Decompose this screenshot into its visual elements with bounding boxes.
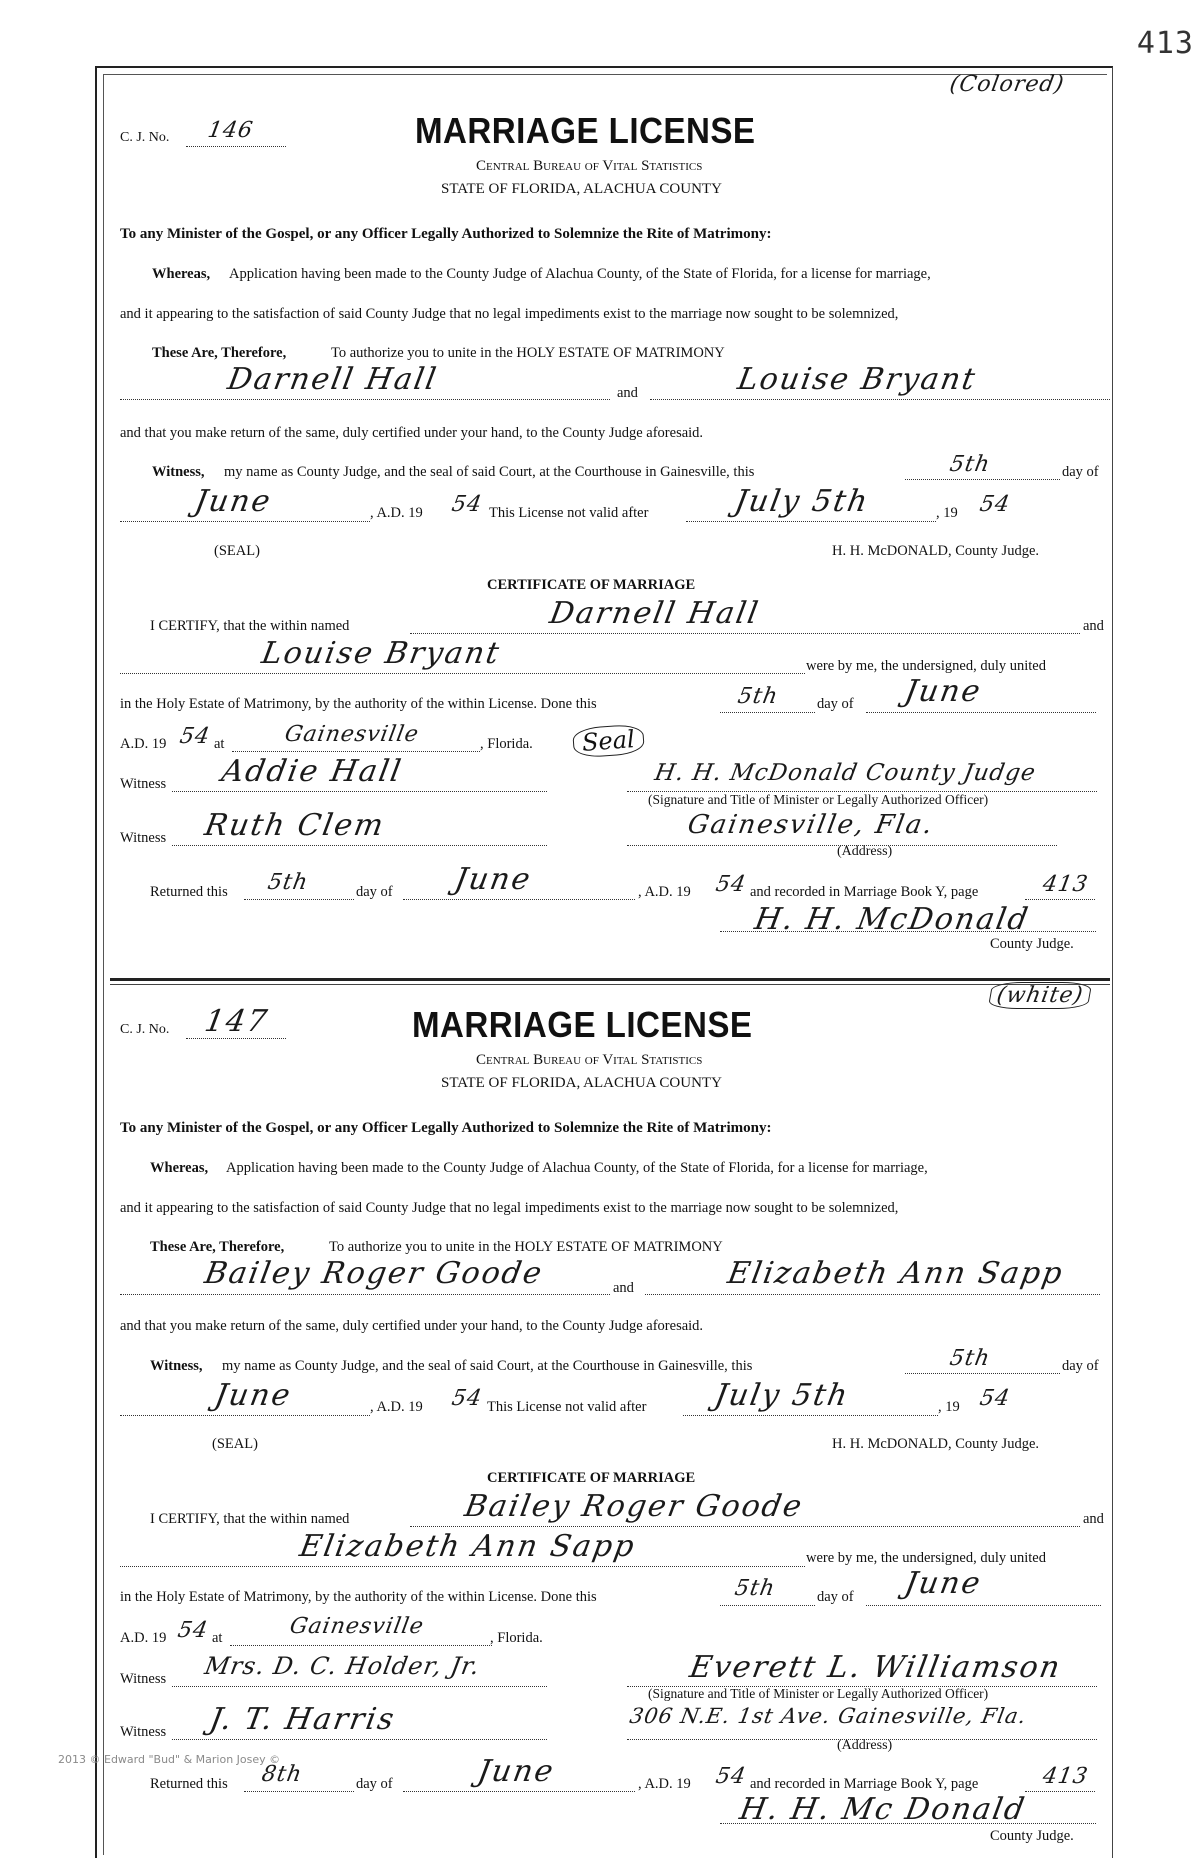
bureau-line: Central Bureau of Vital Statistics [476, 1052, 703, 1068]
done-day-line [720, 711, 815, 713]
return-text: and that you make return of the same, duly certified under your hand, to the County Judge aforesaid. [120, 425, 704, 441]
cert-bride: Elizabeth Ann Sapp [296, 1529, 639, 1564]
day-of: day of [1062, 1358, 1099, 1374]
done-month: June [901, 674, 985, 709]
state-line: STATE OF FLORIDA, ALACHUA COUNTY [441, 1075, 722, 1091]
witness-2-line [172, 1738, 547, 1740]
these-label: These Are, Therefore, [150, 1239, 285, 1255]
whereas-label: Whereas, [152, 266, 211, 282]
cj-line [186, 145, 286, 147]
recorded-text: and recorded in Marriage Book Y, page [750, 884, 979, 900]
cj-label: C. J. No. [120, 130, 170, 145]
returned-text: Returned this [150, 1776, 228, 1792]
done-month: June [901, 1566, 985, 1601]
ad-19-text: A.D. 19 [120, 736, 167, 752]
month: June [211, 1378, 295, 1413]
whereas-text: Application having been made to the County Judge of Alachua County, of the State of Florida, for a license for marriage, [226, 1160, 928, 1176]
copyright-watermark: 2013 © Edward "Bud" & Marion Josey © [58, 1753, 281, 1766]
race-note: (white) [988, 982, 1093, 1009]
were-by-text: were by me, the undersigned, duly united [806, 658, 1046, 674]
and-text-2: and [1083, 1511, 1104, 1527]
officer-address: Gainesville, Fla. [685, 810, 937, 840]
cert-title: CERTIFICATE OF MARRIAGE [487, 577, 696, 593]
page-number: 413 [1136, 26, 1194, 61]
year: 54 [449, 1386, 485, 1411]
certify-text: I CERTIFY, that the within named [150, 618, 350, 634]
officer-signature: Everett L. Williamson [686, 1650, 1065, 1685]
recorded-text: and recorded in Marriage Book Y, page [750, 1776, 979, 1792]
county-judge-label: County Judge. [990, 936, 1074, 952]
witness-1: Addie Hall [218, 754, 406, 789]
appearing-text: and it appearing to the satisfaction of said County Judge that no legal impediments exist to the marriage now sought to be solemnized, [120, 1200, 899, 1216]
judge-signature: H. H. Mc Donald [736, 1792, 1029, 1827]
day-of: day of [1062, 464, 1099, 480]
witness-1-line [172, 1685, 547, 1687]
witness-label: Witness, [150, 1358, 203, 1374]
cj-number: 146 [205, 118, 256, 143]
sig-title: (Signature and Title of Minister or Legally Authorized Officer) [648, 792, 989, 807]
judge-label: H. H. McDONALD, County Judge. [832, 1436, 1040, 1452]
bureau-line: Central Bureau of Vital Statistics [476, 158, 703, 174]
these-text: To authorize you to unite in the HOLY ESTATE OF MATRIMONY [331, 345, 725, 361]
witness-1: Mrs. D. C. Holder, Jr. [202, 1652, 483, 1680]
witness-2: J. T. Harris [206, 1702, 399, 1737]
done-day: 5th [732, 1576, 778, 1601]
valid-line [686, 520, 936, 522]
groom-name: Bailey Roger Goode [201, 1256, 546, 1291]
witness-label: Witness, [152, 464, 205, 480]
month: June [191, 484, 275, 519]
witness-day: 5th [947, 452, 993, 477]
bride-name: Elizabeth Ann Sapp [724, 1256, 1067, 1291]
returned-month-line [403, 1790, 635, 1792]
cert-groom-line [410, 1525, 1080, 1527]
seal-handwritten: Seal [572, 724, 645, 759]
witness-2: Ruth Clem [201, 808, 388, 843]
done-year: 54 [177, 724, 213, 749]
address-line: To any Minister of the Gospel, or any Officer Legally Authorized to Solemnize the Rite of Matrimony: [120, 226, 772, 242]
day-of-3: day of [356, 884, 393, 900]
done-month-line [866, 1604, 1101, 1606]
place: Gainesville [287, 1614, 426, 1639]
judge-signature: H. H. McDonald [751, 902, 1033, 937]
done-day: 5th [735, 684, 781, 709]
returned-day: 8th [259, 1762, 305, 1787]
valid-year-prefix: , 19 [936, 505, 958, 521]
witness-day: 5th [947, 1346, 993, 1371]
witness-day-line [905, 1372, 1060, 1374]
cert-groom-line [410, 632, 1080, 634]
witness-2-line [172, 844, 547, 846]
place-line [232, 750, 480, 752]
cert-bride-line [120, 1565, 805, 1567]
officer-signature: H. H. McDonald County Judge [652, 760, 1039, 786]
witness-2-label: Witness [120, 1724, 167, 1740]
returned-year: 54 [713, 1764, 749, 1789]
day-of-2: day of [817, 1589, 854, 1605]
recorded-ad: , A.D. 19 [638, 884, 691, 900]
valid-year-prefix: , 19 [938, 1399, 960, 1415]
done-month-line [866, 711, 1096, 713]
groom-line [120, 1293, 610, 1295]
not-valid-text: This License not valid after [487, 1399, 647, 1415]
bride-name: Louise Bryant [734, 362, 980, 397]
ad-text: , A.D. 19 [370, 505, 423, 521]
done-year: 54 [175, 1618, 211, 1643]
place-line [230, 1644, 492, 1646]
place: Gainesville [282, 722, 421, 747]
and-text-2: and [1083, 618, 1104, 634]
section-divider [110, 978, 1110, 981]
valid-after: July 5th [731, 484, 872, 519]
day-of-2: day of [817, 696, 854, 712]
cj-label: C. J. No. [120, 1022, 170, 1037]
address-label: (Address) [837, 844, 893, 859]
returned-month: June [451, 862, 535, 897]
cert-bride: Louise Bryant [258, 636, 504, 671]
seal-label: (SEAL) [212, 1436, 258, 1452]
returned-day: 5th [265, 870, 311, 895]
witness-1-label: Witness [120, 1671, 167, 1687]
witness-text: my name as County Judge, and the seal of said Court, at the Courthouse in Gainesville, this [224, 464, 755, 480]
groom-line [120, 398, 610, 400]
sig-title: (Signature and Title of Minister or Legally Authorized Officer) [648, 1686, 989, 1701]
witness-day-line [905, 478, 1060, 480]
cert-groom: Darnell Hall [546, 596, 763, 631]
returned-year: 54 [713, 872, 749, 897]
recorded-ad: , A.D. 19 [638, 1776, 691, 1792]
license-title: MARRIAGE LICENSE [412, 1004, 753, 1045]
whereas-label: Whereas, [150, 1160, 209, 1176]
witness-2-label: Witness [120, 830, 167, 846]
judge-label: H. H. McDONALD, County Judge. [832, 543, 1040, 559]
address-line: To any Minister of the Gospel, or any Officer Legally Authorized to Solemnize the Rite of Matrimony: [120, 1120, 772, 1136]
section-divider-thin [110, 984, 1110, 985]
florida-text: , Florida. [480, 736, 533, 752]
returned-day-line [244, 1790, 354, 1792]
bride-line [645, 1293, 1100, 1295]
month-line [120, 520, 370, 522]
these-text: To authorize you to unite in the HOLY ESTATE OF MATRIMONY [329, 1239, 723, 1255]
page-line [1025, 898, 1095, 900]
page-line [1025, 1790, 1095, 1792]
officer-address: 306 N.E. 1st Ave. Gainesville, Fla. [627, 1704, 1029, 1728]
and-text: and [613, 1280, 634, 1296]
at-text: at [214, 736, 225, 752]
state-line: STATE OF FLORIDA, ALACHUA COUNTY [441, 181, 722, 197]
returned-text: Returned this [150, 884, 228, 900]
license-title: MARRIAGE LICENSE [415, 110, 756, 151]
not-valid-text: This License not valid after [489, 505, 649, 521]
were-by-text: were by me, the undersigned, duly united [806, 1550, 1046, 1566]
ad-text: , A.D. 19 [370, 1399, 423, 1415]
cert-bride-line [120, 672, 805, 674]
year: 54 [449, 492, 485, 517]
day-of-3: day of [356, 1776, 393, 1792]
done-day-line [720, 1604, 815, 1606]
return-text: and that you make return of the same, duly certified under your hand, to the County Judge aforesaid. [120, 1318, 704, 1334]
record-page: 413 [1040, 1764, 1091, 1789]
cert-groom: Bailey Roger Goode [461, 1489, 806, 1524]
cj-number: 147 [201, 1004, 272, 1039]
and-text: and [617, 385, 638, 401]
county-judge-label: County Judge. [990, 1828, 1074, 1844]
bride-line [650, 398, 1110, 400]
seal-label: (SEAL) [214, 543, 260, 559]
florida-text: , Florida. [490, 1630, 543, 1646]
record-page: 413 [1040, 872, 1091, 897]
appearing-text: and it appearing to the satisfaction of said County Judge that no legal impediments exist to the marriage now sought to be solemnized, [120, 306, 899, 322]
returned-month: June [474, 1754, 558, 1789]
valid-year: 54 [977, 1386, 1013, 1411]
ad-19-text: A.D. 19 [120, 1630, 167, 1646]
race-note: (Colored) [947, 72, 1067, 97]
returned-day-line [244, 898, 354, 900]
valid-year: 54 [977, 492, 1013, 517]
valid-line [683, 1414, 938, 1416]
witness-1-line [172, 790, 547, 792]
certify-text: I CERTIFY, that the within named [150, 1511, 350, 1527]
witness-1-label: Witness [120, 776, 167, 792]
witness-text: my name as County Judge, and the seal of said Court, at the Courthouse in Gainesville, this [222, 1358, 753, 1374]
holy-estate-text: in the Holy Estate of Matrimony, by the authority of the within License. Done this [120, 1589, 597, 1605]
groom-name: Darnell Hall [224, 362, 441, 397]
address-label: (Address) [837, 1738, 893, 1753]
month-line [120, 1414, 370, 1416]
returned-month-line [403, 898, 635, 900]
cert-title: CERTIFICATE OF MARRIAGE [487, 1470, 696, 1486]
holy-estate-text: in the Holy Estate of Matrimony, by the authority of the within License. Done this [120, 696, 597, 712]
whereas-text: Application having been made to the County Judge of Alachua County, of the State of Florida, for a license for marriage, [229, 266, 931, 282]
valid-after: July 5th [711, 1378, 852, 1413]
at-text: at [212, 1630, 223, 1646]
these-label: These Are, Therefore, [152, 345, 287, 361]
